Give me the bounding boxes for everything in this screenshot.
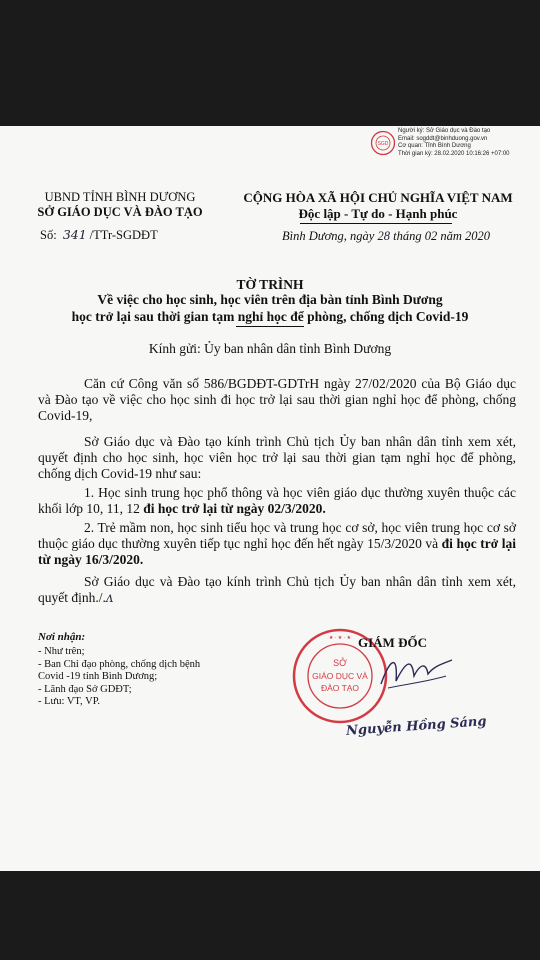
date-suffix: tháng 02 năm 2020 — [393, 229, 490, 243]
sig-time: Thời gian ký: 28.02.2020 10:16:26 +07:00 — [398, 150, 510, 157]
seal-text: ĐÀO TẠO — [320, 683, 360, 693]
number-handwritten: 341 — [62, 227, 87, 242]
p3-text: 1. Học sinh trung học phổ thông và học viên giáo dục thường xuyên thuộc các khối lớp 10, 11, 12 — [38, 485, 516, 516]
seal-text: GIÁO DỤC VÀ — [312, 671, 368, 681]
sig-email: Email: sogddt@binhduong.gov.vn — [398, 135, 488, 142]
body-paragraph-5 — [38, 574, 516, 606]
handwritten-signature-icon — [376, 646, 456, 696]
initial-scribble: ᴧ — [105, 590, 114, 606]
p5-text: Sở Giáo dục và Đào tạo kính trình Chủ tịch Ủy ban nhân dân tỉnh xem xét, quyết định./. — [38, 574, 516, 605]
list-item: - Ban Chỉ đạo phòng, chống dịch bệnh — [38, 658, 201, 670]
list-item: Covid -19 tỉnh Bình Dương; — [38, 671, 158, 682]
list-item: - Lưu: VT, VP. — [38, 696, 100, 707]
document-page — [0, 126, 540, 871]
recipients-list — [38, 646, 200, 709]
document-subject-line-2: học trở lại sau thời gian tạm nghỉ học để phòng, chống dịch Covid-19 — [71, 309, 469, 324]
list-item: - Lãnh đạo Sở GDĐT; — [38, 683, 132, 695]
document-subject-line-1: Về việc cho học sinh, học viên trên địa bàn tỉnh Bình Dương — [97, 292, 443, 307]
signer-name: Nguyễn Hồng Sáng — [345, 714, 487, 739]
number-prefix: Số: — [40, 228, 57, 242]
p4-text: 2. Trẻ mầm non, học sinh tiểu học và trung học cơ sở, học viên trung học cơ sở thuộc giáo dục thường xuyên tiếp tục nghỉ học đến hết ngày 15/3/2020 và — [38, 520, 516, 551]
date-day: 28 — [377, 229, 390, 243]
body-paragraph-1: Căn cứ Công văn số 586/BGDĐT-GDTrH ngày 27/02/2020 của Bộ Giáo dục và Đào tạo về việc cho học sinh đi học trở lại sau thời gian nghỉ học để phòng, chống Covid-19, — [38, 376, 516, 423]
signer-title: GIÁM ĐỐC — [358, 635, 427, 650]
list-item: - Như trên; — [38, 646, 85, 657]
sig-agency: Cơ quan: Tỉnh Bình Dương — [398, 143, 471, 149]
p4-bold: đi học trở lại từ ngày 16/3/2020. — [38, 536, 517, 567]
recipients-heading: Nơi nhận: — [38, 631, 86, 643]
national-motto: Độc lập - Tự do - Hạnh phúc — [298, 206, 458, 221]
document-number — [40, 227, 158, 243]
svg-text:★ · ★ · ★: ★ · ★ · ★ — [328, 635, 352, 641]
date-prefix: Bình Dương, ngày — [282, 229, 375, 243]
org-name: SỞ GIÁO DỤC VÀ ĐÀO TẠO — [37, 205, 203, 219]
body-paragraph-4 — [38, 520, 516, 568]
number-suffix: /TTr-SGDĐT — [89, 228, 158, 242]
seal-text: SỞ — [333, 658, 347, 668]
org-parent: UBND TỈNH BÌNH DƯƠNG — [44, 190, 196, 204]
digital-signature-info — [398, 128, 510, 158]
subject-underline — [236, 326, 304, 327]
svg-text:SGD: SGD — [377, 141, 389, 147]
recipient-line: Kính gửi: Ủy ban nhân dân tỉnh Bình Dương — [148, 341, 392, 356]
p3-bold: đi học trở lại từ ngày 02/3/2020. — [143, 501, 326, 516]
motto-underline — [300, 223, 452, 224]
body-paragraph-2: Sở Giáo dục và Đào tạo kính trình Chủ tịch Ủy ban nhân dân tỉnh xem xét, quyết định cho học sinh, học viên học trở lại sau thời gian tạm nghỉ học để phòng, chống dịch Covid-19 như sau: — [38, 434, 516, 481]
body-paragraph-3 — [38, 485, 516, 517]
national-title: CỘNG HÒA XÃ HỘI CHỦ NGHĨA VIỆT NAM — [243, 190, 513, 205]
document-title: TỜ TRÌNH — [236, 277, 304, 292]
sig-signer: Người ký: Sở Giáo dục và Đào tạo — [398, 128, 491, 134]
digital-signature-stamp-icon — [370, 130, 396, 156]
date-line — [236, 229, 536, 244]
